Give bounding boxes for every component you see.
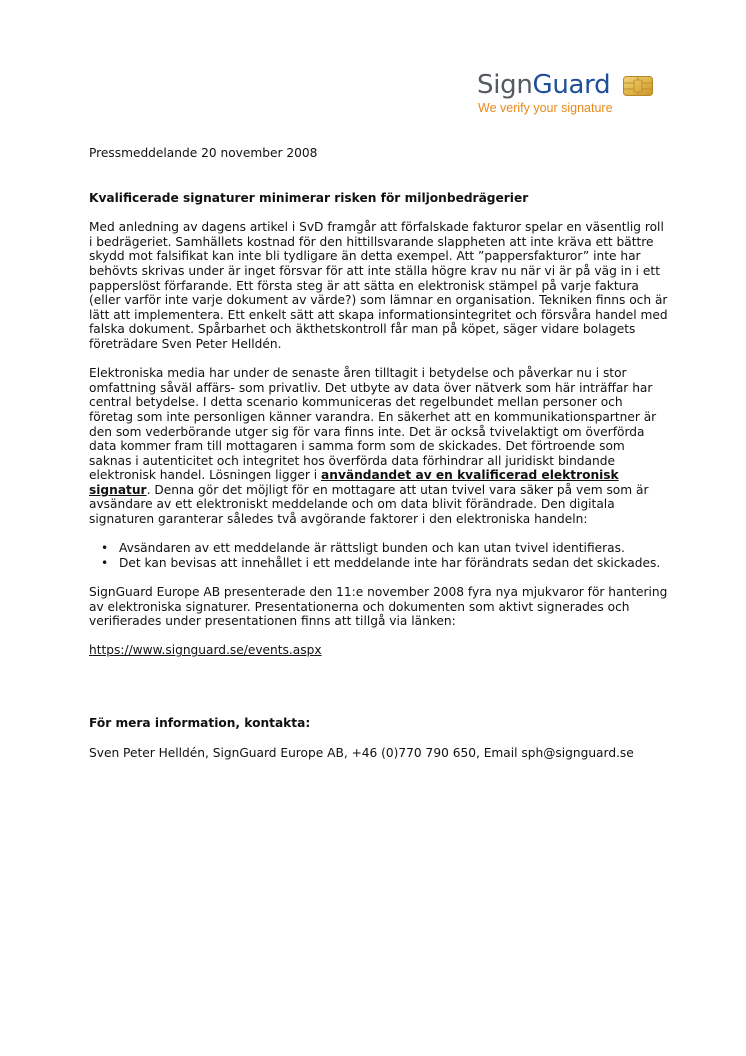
- paragraph-2-text-end: . Denna gör det möjligt för en mottagare att utan tvivel vara säker på vem som är avsändare av ett elektroniskt meddelande och om data blivit förändrade. Den digitala signaturen garanterar således två avgörande faktorer i den elektroniska handeln:: [89, 482, 649, 527]
- logo-wordmark-guard: Guard: [532, 70, 611, 100]
- logo-wordmark: [477, 68, 610, 102]
- paragraph-3: SignGuard Europe AB presenterade den 11:e november 2008 fyra nya mjukvaror för hantering av elektroniska signaturer. Presentationerna och dokumenten som aktivt signerades och verifierades under presentationen finns att tillgå via länken:: [89, 585, 668, 629]
- logo-wordmark-sign: Sign: [477, 70, 533, 100]
- logo-tagline: We verify your signature: [478, 101, 613, 115]
- dateline: Pressmeddelande 20 november 2008: [89, 146, 318, 160]
- qualified-signature-link[interactable]: användandet av en kvalificerad elektronisk signatur: [89, 468, 619, 497]
- paragraph-1: Med anledning av dagens artikel i SvD framgår att förfalskade fakturor spelar en väsentlig roll i bedrägeriet. Samhällets kostnad för den hittillsvarande slappheten att inte kräva ett bättre skydd mot falsifikat kan inte bli tydligare än detta exempel. Att ”pappersfakturor” inte har behövts skrivas under är inget försvar för att inte ställa högre krav nu när vi är på väg in i ett papperslöst förfarande. Ett första steg är att sätta en elektronisk stämpel på varje faktura (eller varför inte varje dokument av värde?) som lämnar en organisation. Tekniken finns och är lätt att implementera. Ett enkelt sätt att skapa informationsintegritet och försvåra handel med falska dokument. Spårbarhet och äkthetskontroll får man på köpet, säger vidare bolagets företrädare Sven Peter Helldén.: [89, 220, 668, 351]
- chip-card-icon: [623, 76, 653, 96]
- list-item: [101, 541, 669, 556]
- list-item-text: Det kan bevisas att innehållet i ett meddelande inte har förändrats sedan det skickades.: [119, 555, 661, 570]
- contact-heading: För mera information, kontakta:: [89, 716, 311, 730]
- list-item: [101, 555, 669, 571]
- press-release-body: [89, 146, 669, 760]
- list-item-text: Avsändaren av ett meddelande är rättsligt bunden och kan utan tvivel identifieras.: [119, 541, 625, 556]
- signguard-logo: [477, 68, 667, 118]
- bullet-icon: •: [101, 555, 109, 570]
- paragraph-2-text-start: Elektroniska media har under de senaste åren tilltagit i betydelse och påverkar nu i stor omfattning såväl affärs- som privatliv. Det utbyte av data över nätverk som här inträffar har central betydelse. I detta scenario kommuniceras det regelbundet mellan personer och företag som inte personligen känner varandra. En säkerhet att en kommunikationspartner är den som vederbörande utger sig för vara finns inte. Det är också tvivelaktigt om överförda data kommer fram till mottagaren i samma form som de skickades. Det förtroende som saknas i autenticitet och integritet hos överförda data förhindrar all juridiskt bindande elektronisk handel. Lösningen ligger i: [89, 366, 657, 483]
- events-url-link[interactable]: https://www.signguard.se/events.aspx: [89, 643, 322, 658]
- paragraph-2: [89, 366, 669, 527]
- headline: Kvalificerade signaturer minimerar risken för miljonbedrägerier: [89, 190, 529, 205]
- bullet-list: [89, 541, 669, 570]
- bullet-icon: •: [101, 541, 109, 556]
- contact-line: Sven Peter Helldén, SignGuard Europe AB, +46 (0)770 790 650, Email sph@signguard.se: [89, 745, 634, 760]
